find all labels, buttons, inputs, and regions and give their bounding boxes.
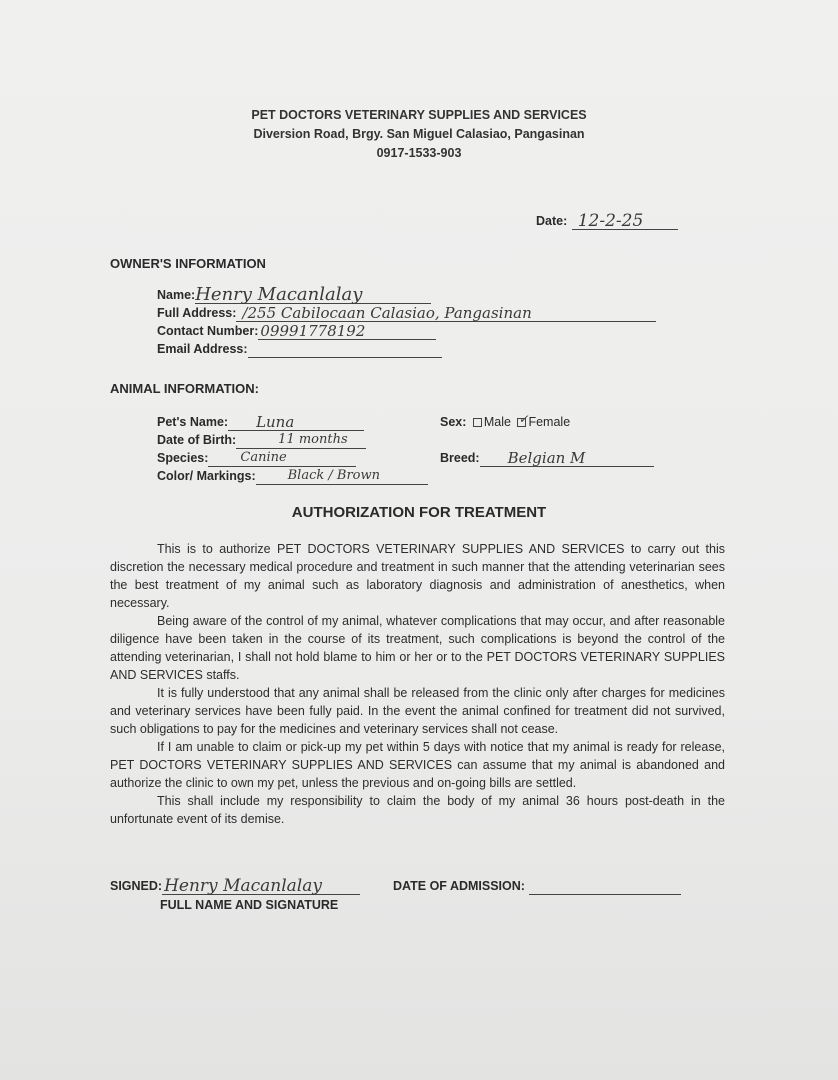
business-address: Diversion Road, Brgy. San Miguel Calasiao, Pangasinan — [253, 127, 585, 141]
male-label: Male — [483, 415, 511, 429]
admission-label: DATE OF ADMISSION: — [393, 879, 525, 893]
signature: Henry Macanlalay — [164, 876, 322, 896]
signature-caption: FULL NAME AND SIGNATURE — [160, 898, 339, 912]
signed-label: SIGNED: — [110, 879, 163, 893]
date-label: Date: — [536, 214, 568, 228]
sex-field — [440, 413, 570, 431]
pet-name: Luna — [256, 413, 295, 431]
paragraph: This is to authorize PET DOCTORS VETERINARY SUPPLIES AND SERVICES to carry out this discretion the necessary medical procedure and treatment in such manner that the attending veterinarian sees the best treatment of my animal such as laboratory diagnosis and administration of anesthetics, when necessary. — [110, 542, 725, 610]
pet-color: Black / Brown — [287, 468, 380, 483]
business-name: PET DOCTORS VETERINARY SUPPLIES AND SERVICES — [251, 108, 587, 122]
animal-heading: ANIMAL INFORMATION: — [110, 381, 259, 396]
email-label: Email Address: — [157, 342, 248, 356]
date-field — [536, 212, 678, 230]
female-label: Female — [528, 415, 571, 429]
pet-breed: Belgian M — [507, 449, 586, 467]
pet-name-label: Pet's Name: — [157, 415, 229, 429]
paragraph: It is fully understood that any animal shall be released from the clinic only after charges for medicines and veterinary services have been fully paid. In the event the animal confined for treatment did not survived, such obligations to pay for the medicines and veterinary services shall not cease. — [110, 686, 725, 736]
check-icon: ✓ — [518, 412, 529, 427]
paragraph: Being aware of the control of my animal, whatever complications that may occur, and after reasonable diligence have been taken in the course of its treatment, such complications is beyond the control of the attending veterinarian, I shall not hold blame to him or her or to the PET DOCTORS VETERINARY SUPPLIES AND SERVICES staffs. — [110, 614, 725, 682]
business-phone: 0917-1533-903 — [376, 146, 462, 160]
owner-info — [157, 286, 656, 358]
owner-name: Henry Macanlalay — [195, 284, 363, 305]
authorization-title: AUTHORIZATION FOR TREATMENT — [291, 504, 547, 521]
breed-label: Breed: — [440, 451, 480, 465]
owner-heading: OWNER'S INFORMATION — [110, 256, 266, 271]
name-label: Name: — [157, 288, 196, 302]
male-checkbox[interactable] — [473, 418, 482, 427]
owner-address: /255 Cabilocaan Calasiao, Pangasinan — [242, 304, 532, 322]
pet-species: Canine — [240, 450, 287, 465]
address-label: Full Address: — [157, 306, 237, 320]
admission-field — [393, 877, 681, 895]
female-checkbox[interactable] — [517, 412, 529, 427]
signature-field — [110, 877, 360, 895]
paragraph: If I am unable to claim or pick-up my pet within 5 days with notice that my animal is ready for release, PET DOCTORS VETERINARY SUPPLIES AND SERVICES can assume that my animal is abandoned and authorize the clinic to own my pet, unless the previous and on-going bills are settled. — [110, 740, 725, 790]
species-label: Species: — [157, 451, 209, 465]
letterhead — [0, 106, 838, 163]
sex-label: Sex: — [440, 415, 467, 429]
dob-label: Date of Birth: — [157, 433, 237, 447]
animal-info — [157, 413, 428, 485]
date-value: 12-2-25 — [577, 211, 644, 231]
pet-dob: 11 months — [278, 432, 348, 447]
contact-label: Contact Number: — [157, 324, 259, 338]
breed-field — [440, 449, 654, 467]
paragraph: This shall include my responsibility to claim the body of my animal 36 hours post-death in the unfortunate event of its demise. — [110, 794, 725, 826]
authorization-text — [110, 540, 725, 828]
color-label: Color/ Markings: — [157, 469, 256, 483]
owner-contact: 09991778192 — [260, 322, 366, 340]
